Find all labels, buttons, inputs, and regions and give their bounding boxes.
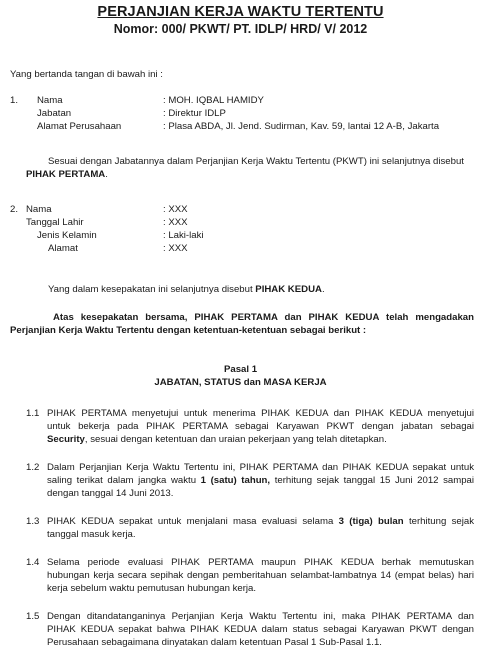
item-1-2-line-1: Dalam Perjanjian Kerja Waktu Tertentu ini, PIHAK PERTAMA dan PIHAK KEDUA sepakat untuk — [47, 462, 474, 473]
party1-position-value: : Direktur IDLP — [163, 108, 226, 119]
party2-address-label: Alamat — [48, 243, 78, 254]
item-1-4-line-2: hubungan kerja secara sepihak dengan pemberitahuan selambat-lambatnya 14 (empat belas) hari — [47, 570, 474, 581]
item-1-2-line-3: dengan tanggal 14 Juni 2013. — [47, 488, 174, 499]
party2-name-label: Nama — [26, 204, 52, 215]
item-number: 1.4 — [26, 557, 40, 568]
item-number: 1.3 — [26, 516, 40, 527]
item-number: 1.1 — [26, 408, 40, 419]
job-title: Security — [47, 434, 85, 445]
item-number: 1.2 — [26, 462, 40, 473]
item-1-5-line-3: Perusahaan sebagaimana dinyatakan dalam ketentuan Pasal 1 Sub-Pasal 1.1. — [47, 637, 382, 648]
document-title: PERJANJIAN KERJA WAKTU TERTENTU — [97, 4, 384, 20]
party2-birthdate-label: Tanggal Lahir — [26, 217, 84, 228]
item-1-4-line-3: kerja sebelum waktu pemutusan hubungan kerja. — [47, 583, 257, 594]
item-1-5-line-1: Dengan ditandatanganinya Perjanjian Kerja Waktu Tertentu ini, maka PIHAK PERTAMA dan — [47, 611, 474, 622]
party1-address-label: Alamat Perusahaan — [37, 121, 122, 132]
party2-address-value: : XXX — [163, 243, 188, 254]
party1-name-label: Nama — [37, 95, 63, 106]
item-1-5-line-2: PIHAK KEDUA sepakat bahwa PIHAK KEDUA dalam status sebagai Karyawan PKWT dengan — [47, 624, 474, 635]
agreement-line-2: Perjanjian Kerja Waktu Tertentu dengan ketentuan-ketentuan sebagai berikut : — [10, 325, 367, 336]
item-1-1-line-3: Security, sesuai dengan ketentuan dan uraian pekerjaan yang telah ditetapkan. — [47, 434, 387, 445]
party1-address-value: : Plasa ABDA, Jl. Jend. Sudirman, Kav. 59, lantai 12 A-B, Jakarta — [163, 121, 440, 132]
contract-duration: 1 (satu) tahun, — [200, 475, 271, 486]
article-title: Pasal 1 — [223, 364, 258, 375]
party1-name-value: : MOH. IQBAL HAMIDY — [163, 95, 264, 106]
item-1-1-line-2: untuk bekerja pada PIHAK PERTAMA sebagai Karyawan PKWT dengan jabatan sebagai — [47, 421, 474, 432]
agreement-line-1: Atas kesepakatan bersama, PIHAK PERTAMA dan PIHAK KEDUA telah mengadakan — [53, 312, 474, 323]
party1-note-end: PIHAK PERTAMA. — [26, 169, 108, 180]
party2-birthdate-value: : XXX — [163, 217, 188, 228]
party2-gender-value: : Laki-laki — [163, 230, 204, 241]
party2-designation: PIHAK KEDUA — [255, 284, 322, 295]
intro-text: Yang bertanda tangan di bawah ini : — [10, 69, 163, 80]
party2-note: Yang dalam kesepakatan ini selanjutnya disebut PIHAK KEDUA. — [48, 284, 325, 295]
article-subtitle: JABATAN, STATUS dan MASA KERJA — [154, 377, 327, 388]
item-1-1-line-1: PIHAK PERTAMA menyetujui untuk menerima PIHAK KEDUA dan PIHAK KEDUA menyetujui — [47, 408, 474, 419]
item-1-3-line-2: tanggal masuk kerja. — [47, 529, 136, 540]
party1-position-label: Jabatan — [37, 108, 72, 119]
document-number: Nomor: 000/ PKWT/ PT. IDLP/ HRD/ V/ 2012 — [113, 22, 368, 36]
party1-note: Sesuai dengan Jabatannya dalam Perjanjian Kerja Waktu Tertentu (PKWT) ini selanjutnya disebut — [48, 156, 464, 167]
party1-designation: PIHAK PERTAMA — [26, 169, 106, 180]
party2-gender-label: Jenis Kelamin — [37, 230, 97, 241]
party2-name-value: : XXX — [163, 204, 188, 215]
party2-number: 2. — [10, 204, 19, 215]
item-1-3-line-1: PIHAK KEDUA sepakat untuk menjalani masa evaluasi selama 3 (tiga) bulan terhitung sejak — [47, 516, 474, 527]
item-number: 1.5 — [26, 611, 40, 622]
item-1-2-line-2: saling terikat dalam jangka waktu 1 (satu) tahun, terhitung sejak tanggal 15 Juni 2012 sampai — [47, 475, 475, 486]
evaluation-period: 3 (tiga) bulan — [338, 516, 404, 527]
item-1-4-line-1: Selama periode evaluasi PIHAK PERTAMA maupun PIHAK KEDUA berhak memutuskan — [47, 557, 474, 568]
party1-number: 1. — [10, 95, 19, 106]
